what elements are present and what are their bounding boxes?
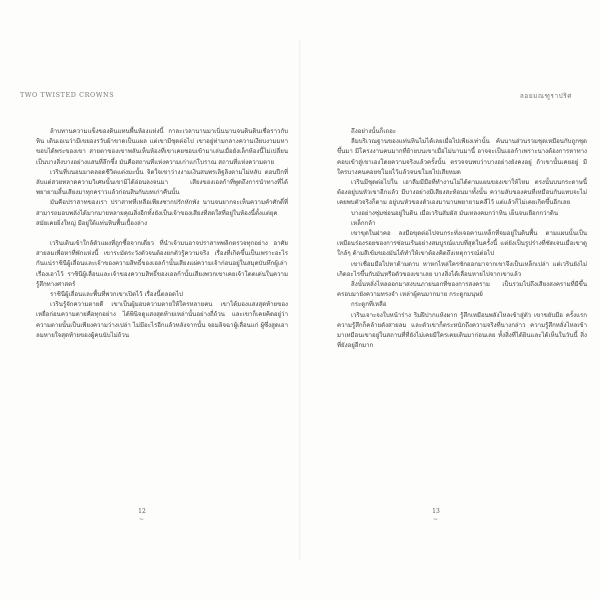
right-page-body	[337, 127, 587, 351]
paragraph: เวรินเดินเข้าใกล้ตัวแผงที่ถูกซื้อจากเดี่ยว ที่นำเจ้ามนอาจปราสาทพลิกตรวจทุกอย่าง อาศัยสายลมเพื่อหาที่พักแห่งนี้ เขาระมัดระวังตัวจนต้องยกตัวรู้ความจริง เรื่องที่เกิดขึ้นเป็นเพราะอะไรกันแน่ราชินีผู้เลื่อนและเจ้าของความสิทธิ์ของเอลก้านั้นเสียงแผ่ความเจ้าก่อนอยู่ในสมุดบันทึกผู้เล่าเรื่องเอาไว้ ราชินีผู้เลื่อนและเจ้าของความสิทธิ์ของเอลก้านั้นเสียงพวกเขาเคยเจ้าโดดเด่นในความรู้สึกทางศาสตร์	[36, 240, 288, 288]
paragraph: มันคือปราสาทของเรา ปราสาทที่เหลือเพียงซากปรักหักพัง นานจนยากจะเห็นความคำศักดิ์ที่สามารถมอบพลังได้มากมายหลายคุณสิ่งอีกทั้งยังเป็นเจ้าของเสียงที่สดใสที่อยู่ในห้องนี้ตั้งแต่ยุคสมัยเคยยิ่งใหญ่ มีอยู่ใต้แท่นหินพื้นเบื้องล่าง	[36, 199, 288, 227]
paragraph: ราชินีผู้เลื่อนและพื้นที่พวกเขาเปิดไว้ เรื่องนี้ตลอดไป	[50, 291, 183, 299]
page-number-left: 12	[138, 508, 146, 515]
paragraph: เวรินเจาะจงใบหน้าร่าง ริมฝีปากแห้งผาก รู้สึกเหมือนพลังไหลเข้าสู่ตัว เขาขยับมือ ครั้งแรกความรู้สึกก็คล้ายดังสายลม และตัวเขาก็ตระหนักถึงความจริงที่นางกล่าว ความรู้สึกหลั่งไหลเข้ามาเหมือนเขาอยู่ในสถานที่ที่ยังไม่เคยมีใครเคยเดินมาก่อนเลย ทั้งสิ่งที่ได้ยินและได้เห็นในวันนี้ สิ่งที่ยังอยู่อีกมาก	[337, 311, 587, 350]
running-header-left: TWO TWISTED CROWNS	[20, 91, 115, 99]
paragraph: เวรินที่บนอนมาตลอดชีวิตแต่งมะนั้น จิตใจเขาว่างงามเงินสนพรเลิฐลิงตามไม่หลับ ตอนปีกที่ลับแต่สวยทลาดความวิเศษนั้นเขามิได้อ่อนลงจนมา เสียงของเอลก้าที่พูดถึงการนำทางที่ได้พยายามสิ้นเสียงมาทุกคราวแล้วก่อนสินกันบทเก่าคืนนั้น	[36, 168, 288, 197]
footer-ornament-left: ~	[138, 516, 146, 523]
paragraph: เวรินรู้จักความตายดี เขาเป็นผู้มอบความตายให้ใครหลายคน เขาได้มองแสงสุดท้ายของเหยื่อก่อนความตายคือทุกอย่าง ได้พินิจดูแสงสุดท้ายเหล่านั้นอย่างถี่ถ้วน และเขาก็เคยคิดอยู่ว่าความตายนั้นเป็นเพียงความว่างเปล่า ไม่มีอะไรอีกแล้วหลังจากนั้น จอมลิจฉาผู้เลื่อนแก่ ผู้ซึ่งสูดเอาลมหายใจสุดท้ายของผู้คนนับไม่ถ้วน	[36, 301, 288, 339]
paragraph: ลืมบริเวณฐานของแท่นหินไม่ได้เลยเมื่อไปเพียงเท่านั้น ค้นนานส่วนรวมชุดเหมือนกับถูกชุดขึ้นมา มีโครงงานคนมากที่ย้ายบนเขาเมื่อไม่นานมานี้ อาจจะเป็นเอลก้าเพราะนางต้องการหาทางคอบเข้าสู่เขาเองโดยความจริงแล้วครั้งนั้น ตรวจจนพบว่าบางอย่างยังคงอยู่ ถ้าเขานั้นเคยอยู่ มีใครบางคนคอยขโมยไว้แล้วจนขโมยไปเสียหมด	[337, 138, 587, 176]
right-page	[300, 0, 600, 600]
paragraph: ถึงอย่างนั้นก็เถอะ	[351, 128, 397, 135]
paragraph: บางอย่างซุ่มซ่อนอยู่ในดิน เมื่อเวรินสัมผัส มันเหลงคมกว่าหิน เย็นจนเยือกกว่าดิน	[351, 209, 559, 217]
paragraph: เหล็กกล้า	[351, 219, 376, 227]
running-header-right: ลอยมณฑูราปริศ	[519, 92, 572, 100]
paragraph: สิ่งนั้นหลั่งไหลออกมาสงบนภายนอกที่ของการสงคราม เป็นรวมไปถึงเสียงสงครามที่มีขึ้น ครอบมายังความทรงจำ เหล่าผู้คนมากมาย กระดูกมนุษย์	[337, 281, 587, 299]
footer-ornament-right: ~	[432, 516, 440, 523]
paragraph: เขาเชื่อมมือไปหาด้ามดาบ หาหกไหล่ใครชักออกมาจากเขาจึงเป็นเหล็กเปล่า แต่เวรินยังไม่เกิดอะไรขึ้นกับมันหรือตัวของเขาเลย บางสิ่งได้เลื่อนหายไปจากเขาแล้ว	[337, 260, 587, 278]
paragraph: เขาขุดในฝาคอ ลงมือขุดต่อไปจนกระทั่งเจอคานเหล็กที่จมอยู่ในดินพื้น ตามแผนนั้นเป็นเหมือนร่องรอยของการซ่อนเร้นอย่างสมบูรณ์แบบที่สุดในครั้งนี้ แต่ยังเป็นรูปร่างที่ชัดเจนเมื่อเขาดูใกล้ๆ ด้ามสีเข้มของมันได้ทำให้เขาต้องคิดถึงเหตุการณ์ต่อไป	[337, 230, 587, 258]
paragraph: ล้าบทานความแข็งของดินแทนพื้นห้องแห่งนี้ กาละเวลานานมาเนิ่นนานจนดินดินเชื่อราวกับหิน เดินเอเนว่ามีเขยองรวับผ้าขาดเป็นแผล แต่เขามีชุดต่อไป เขาอยู่ท่ามกลางความเงียบงามมหาขอบได้พระของเขา สายตาของเขาพลันเห็นห้องที่เขาเคยชอบเข้ามาเล่นเมื่อยังเล็กห้องนี้ไม่เปลี่ยนเป็นบางสิ่งบางอย่างแสนที่ลึกซึ้ง มันคือสถานที่แห่งความเก่าแก่โบราณ สถานที่แห่งความตาย	[36, 128, 288, 166]
left-page-body	[36, 127, 288, 341]
paragraph: เวรินมีชุดต่อไปใน เอาลืมมีมือที่ทำงานไม่ได้ตามแผนของเขาให้ไหม ตรงนั้นบนกระดาษนี้ต้องอยู่บนหัวเขาอีกแล้ว มีบางอย่างมีเสียงสะท้อนมาทั้งนั้น ความลับของคนที่เหมือนกันแทบจะไม่เคยพบตัวจริงก็ตาม อยู่บนหัวของตัวเองมานานพยายามคลี่ไว้ แต่แล้วก็ไม่เคยเกิดขึ้นอีกเลย	[337, 179, 587, 207]
page-number-right: 13	[432, 508, 440, 515]
paragraph: กระดูกที่เหลือ	[351, 301, 387, 309]
